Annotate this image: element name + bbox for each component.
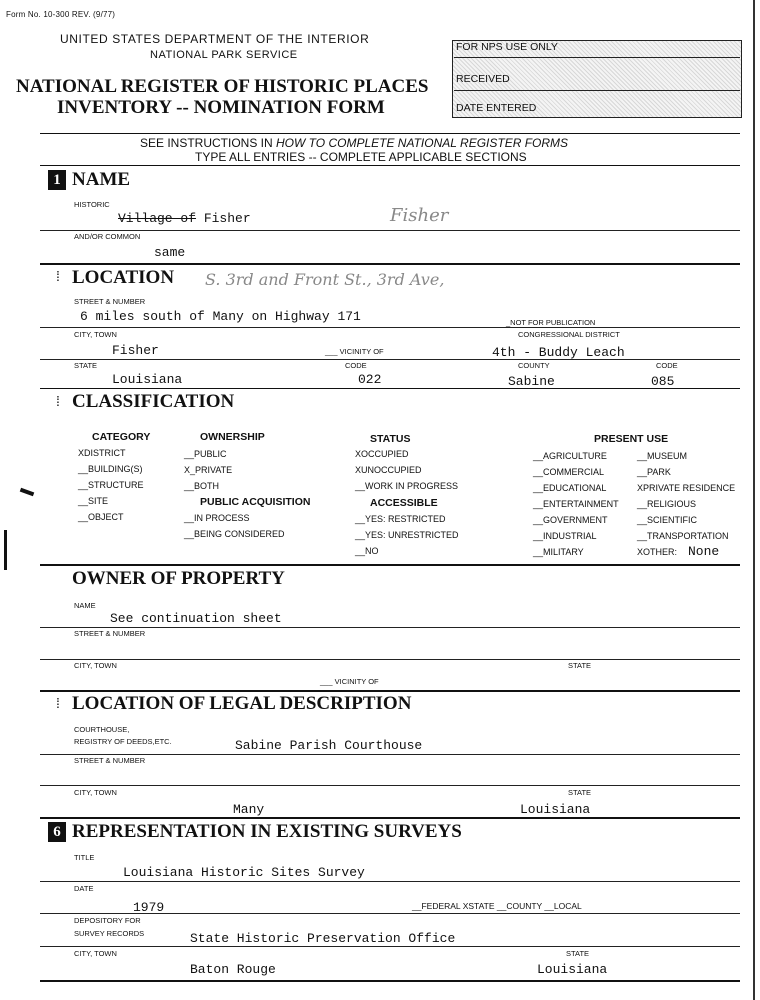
congressional-district-label: CONGRESSIONAL DISTRICT: [518, 330, 620, 339]
status-option: XOCCUPIED: [355, 449, 409, 459]
survey-title-label: TITLE: [74, 853, 95, 862]
historic-handwritten-note: Fisher: [390, 205, 449, 226]
instructions-line1: SEE INSTRUCTIONS IN HOW TO COMPLETE NATIONAL REGISTER FORMS: [140, 136, 569, 150]
section-marker: ⁞: [56, 268, 60, 284]
divider: [40, 263, 740, 265]
county-code-value: 085: [651, 374, 675, 389]
present-use-option: XPRIVATE RESIDENCE: [637, 483, 736, 493]
section-title-legal-description: LOCATION OF LEGAL DESCRIPTION: [72, 693, 412, 714]
status-option: XUNOCCUPIED: [355, 465, 422, 475]
section-title-owner: OWNER OF PROPERTY: [72, 568, 285, 589]
divider: [40, 359, 740, 360]
acquisition-option: __BEING CONSIDERED: [184, 529, 285, 539]
legal-state-label: STATE: [568, 788, 592, 797]
present-use-option: __TRANSPORTATION: [637, 531, 729, 541]
owner-name-label: NAME: [74, 601, 96, 610]
accessible-heading: ACCESSIBLE: [370, 497, 438, 509]
status-heading: STATUS: [370, 433, 411, 445]
category-option: __SITE: [78, 496, 109, 506]
divider: [40, 980, 740, 982]
form-number: Form No. 10-300 REV. (9/77): [6, 10, 116, 19]
street-number-label: STREET & NUMBER: [74, 297, 146, 306]
category-option: XDISTRICT: [78, 448, 126, 458]
legal-city-value: Many: [233, 802, 265, 817]
divider: [40, 327, 740, 328]
owner-state-label: STATE: [568, 661, 592, 670]
congressional-district-value: 4th - Buddy Leach: [492, 345, 625, 360]
owner-name-value: See continuation sheet: [110, 611, 282, 626]
street-number-value: 6 miles south of Many on Highway 171: [80, 309, 361, 324]
location-handwritten-note: S. 3rd and Front St., 3rd Ave,: [205, 270, 445, 289]
owner-street-label: STREET & NUMBER: [74, 629, 146, 638]
category-heading: CATEGORY: [92, 431, 151, 443]
accessible-option: __NO: [355, 546, 379, 556]
survey-date-value: 1979: [133, 900, 165, 915]
service-name: NATIONAL PARK SERVICE: [150, 49, 298, 61]
courthouse-value: Sabine Parish Courthouse: [235, 738, 423, 753]
category-option: __OBJECT: [78, 512, 124, 522]
state-code-value: 022: [358, 372, 382, 387]
accessible-option: __YES: RESTRICTED: [355, 514, 446, 524]
form-title-line1: NATIONAL REGISTER OF HISTORIC PLACES: [16, 76, 429, 97]
survey-level-options: __FEDERAL XSTATE __COUNTY __LOCAL: [412, 901, 582, 911]
section-title-name: NAME: [72, 169, 131, 190]
state-code-label: CODE: [345, 361, 367, 370]
courthouse-label: COURTHOUSE,: [74, 725, 130, 734]
department-name: UNITED STATES DEPARTMENT OF THE INTERIOR: [60, 32, 370, 46]
divider: [40, 817, 740, 819]
present-use-option: __ENTERTAINMENT: [533, 499, 619, 509]
present-use-option: __INDUSTRIAL: [533, 531, 597, 541]
divider: [40, 690, 740, 692]
present-use-option: __GOVERNMENT: [533, 515, 608, 525]
public-acquisition-heading: PUBLIC ACQUISITION: [200, 496, 311, 508]
section-title-classification: CLASSIFICATION: [72, 391, 235, 412]
owner-vicinity-label: ___ VICINITY OF: [320, 677, 379, 686]
divider: [454, 90, 740, 91]
survey-title-value: Louisiana Historic Sites Survey: [123, 865, 365, 880]
acquisition-option: __IN PROCESS: [184, 513, 250, 523]
divider: [40, 165, 740, 166]
present-use-option: XOTHER:: [637, 547, 678, 557]
ownership-option: __PUBLIC: [184, 449, 227, 459]
city-town-label: CITY, TOWN: [74, 330, 117, 339]
section-title-surveys: REPRESENTATION IN EXISTING SURVEYS: [72, 821, 462, 842]
county-value: Sabine: [508, 374, 555, 389]
date-entered-label: DATE ENTERED: [456, 102, 537, 114]
present-use-option: __AGRICULTURE: [533, 451, 607, 461]
divider: [40, 388, 740, 389]
present-use-option: __PARK: [637, 467, 671, 477]
survey-date-label: DATE: [74, 884, 94, 893]
scan-mark: [20, 488, 35, 497]
common-name-value: same: [154, 245, 186, 260]
section-marker: ⁞: [56, 695, 60, 711]
status-option: __WORK IN PROGRESS: [355, 481, 459, 491]
county-label: COUNTY: [518, 361, 550, 370]
divider: [40, 659, 740, 660]
present-use-option: __SCIENTIFIC: [637, 515, 698, 525]
ownership-option: __BOTH: [184, 481, 220, 491]
divider: [454, 57, 740, 58]
historic-name-value: Village of Fisher: [118, 211, 251, 226]
survey-state-label: STATE: [566, 949, 590, 958]
legal-city-label: CITY, TOWN: [74, 788, 117, 797]
category-option: __STRUCTURE: [78, 480, 144, 490]
ownership-option: X_PRIVATE: [184, 465, 233, 475]
category-option: __BUILDING(S): [78, 464, 143, 474]
historic-label: HISTORIC: [74, 200, 110, 209]
form-title-line2: INVENTORY -- NOMINATION FORM: [57, 97, 385, 118]
legal-street-label: STREET & NUMBER: [74, 756, 146, 765]
registry-label: REGISTRY OF DEEDS,ETC.: [74, 737, 172, 746]
present-use-option: __MILITARY: [533, 547, 584, 557]
scan-mark: [4, 530, 7, 570]
state-value: Louisiana: [112, 372, 183, 387]
state-label: STATE: [74, 361, 98, 370]
survey-city-label: CITY, TOWN: [74, 949, 117, 958]
present-use-option: __MUSEUM: [637, 451, 688, 461]
divider: [40, 133, 740, 134]
divider: [40, 946, 740, 947]
nps-use-only-label: FOR NPS USE ONLY: [456, 41, 558, 53]
section-title-location: LOCATION: [72, 267, 175, 288]
section-marker: ⁞: [56, 393, 60, 409]
survey-records-label: SURVEY RECORDS: [74, 929, 145, 938]
city-town-value: Fisher: [112, 343, 159, 358]
instructions-line2: TYPE ALL ENTRIES -- COMPLETE APPLICABLE SECTIONS: [195, 150, 527, 164]
legal-state-value: Louisiana: [520, 802, 591, 817]
depository-label: DEPOSITORY FOR: [74, 916, 141, 925]
county-code-label: CODE: [656, 361, 678, 370]
ownership-heading: OWNERSHIP: [200, 431, 265, 443]
depository-value: State Historic Preservation Office: [190, 931, 456, 946]
page-edge: [753, 0, 755, 1000]
present-use-option: __EDUCATIONAL: [533, 483, 607, 493]
present-use-option: __COMMERCIAL: [533, 467, 605, 477]
vicinity-label: ___ VICINITY OF: [325, 347, 384, 356]
divider: [40, 627, 740, 628]
divider: [40, 785, 740, 786]
not-for-publication-label: _NOT FOR PUBLICATION: [506, 318, 596, 327]
divider: [40, 913, 740, 914]
divider: [40, 230, 740, 231]
accessible-option: __YES: UNRESTRICTED: [355, 530, 459, 540]
divider: [40, 564, 740, 566]
section-number-badge: 6: [48, 822, 66, 842]
divider: [40, 754, 740, 755]
common-name-label: AND/OR COMMON: [74, 232, 141, 241]
owner-city-label: CITY, TOWN: [74, 661, 117, 670]
section-number-badge: 1: [48, 170, 66, 190]
divider: [40, 881, 740, 882]
received-label: RECEIVED: [456, 73, 510, 85]
present-use-heading: PRESENT USE: [594, 433, 669, 445]
survey-state-value: Louisiana: [537, 962, 608, 977]
present-use-option: __RELIGIOUS: [637, 499, 697, 509]
other-use-value: None: [688, 544, 720, 559]
survey-city-value: Baton Rouge: [190, 962, 276, 977]
